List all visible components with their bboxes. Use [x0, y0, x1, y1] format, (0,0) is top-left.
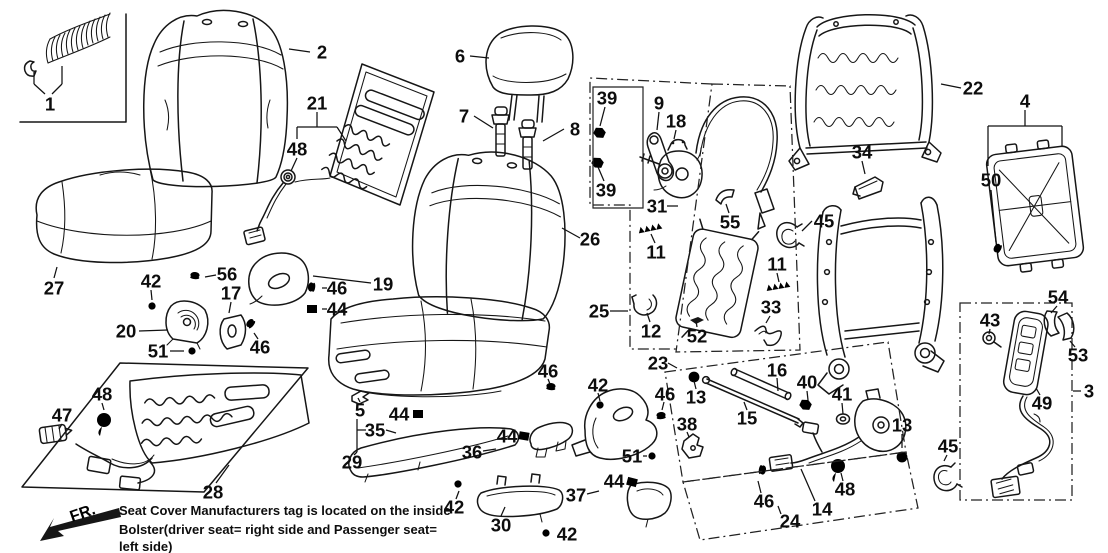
callout-44: 44: [388, 403, 410, 425]
callout-23: 23: [647, 352, 669, 374]
callout-6: 6: [454, 45, 466, 67]
callout-9: 9: [653, 92, 665, 114]
note-line-1: Seat Cover Manufacturers tag is located on the inside: [119, 503, 451, 518]
seat-cushion-center-art: [326, 297, 550, 397]
part-43-knob-art: [983, 332, 1001, 347]
leader-line: [991, 190, 996, 242]
push-bolt-icon: [545, 383, 556, 401]
part-12-hook-art: [632, 295, 656, 315]
push-bolt-icon: [245, 318, 264, 336]
spring-icon: [635, 222, 666, 234]
callout-34: 34: [851, 141, 873, 163]
leader-line: [229, 302, 231, 313]
callout-13: 13: [891, 414, 913, 436]
leader-line: [139, 330, 168, 331]
callout-27: 27: [43, 277, 65, 299]
callout-30: 30: [490, 514, 512, 536]
callout-5: 5: [354, 399, 366, 421]
leader-line: [862, 161, 865, 174]
callout-33: 33: [760, 296, 782, 318]
callout-39: 39: [595, 179, 617, 201]
group-box-3: [960, 303, 1072, 500]
part-45-hook-art: [777, 223, 804, 248]
callout-28: 28: [202, 481, 224, 503]
callout-51: 51: [147, 340, 169, 362]
leader-line: [289, 49, 310, 52]
callout-46: 46: [654, 383, 676, 405]
leader-line: [668, 363, 677, 368]
leader-line: [587, 491, 599, 494]
push-bolt-icon: [992, 243, 1011, 259]
callout-15: 15: [736, 407, 758, 429]
bolt-icon: [592, 125, 620, 146]
leader-line: [474, 116, 493, 128]
part-21-heater-pad-art: [321, 64, 434, 205]
callout-36: 36: [461, 441, 483, 463]
callout-7: 7: [458, 105, 470, 127]
part-4-back-panel-art: [985, 137, 1086, 275]
spring-icon: [763, 280, 794, 291]
callout-46: 46: [537, 360, 559, 382]
push-bolt-icon: [189, 272, 200, 290]
callout-42: 42: [556, 523, 578, 545]
screw-icon: [148, 302, 158, 323]
part-41-washer-art: [837, 414, 850, 424]
leader-line: [941, 84, 961, 88]
callout-18: 18: [665, 110, 687, 132]
callout-44: 44: [603, 470, 625, 492]
part-9-lever-art: [647, 133, 673, 181]
leader-line: [151, 290, 152, 300]
callout-14: 14: [811, 498, 833, 520]
callout-31: 31: [646, 195, 668, 217]
nut-icon: [689, 372, 700, 383]
callout-43: 43: [979, 309, 1001, 331]
leader-line: [54, 267, 57, 278]
leader-line: [801, 469, 815, 501]
part-17-bracket-art: [220, 315, 245, 349]
callout-20: 20: [115, 320, 137, 342]
leader-line: [291, 158, 297, 171]
leader-line: [600, 107, 605, 126]
detail-corner-bracket: [20, 14, 126, 122]
part-47-connector-art: [39, 423, 73, 443]
callout-44: 44: [326, 298, 348, 320]
callout-19: 19: [372, 273, 394, 295]
part-45-hook-art: [934, 463, 962, 491]
callout-11: 11: [767, 253, 787, 275]
part-20-recliner-bracket-art: [166, 301, 208, 349]
callout-46: 46: [753, 490, 775, 512]
callout-53: 53: [1067, 344, 1089, 366]
callout-54: 54: [1047, 286, 1069, 308]
callout-11: 11: [646, 241, 666, 263]
part-7-headrest-guide-art: [492, 107, 509, 156]
callout-39: 39: [596, 87, 618, 109]
leader-line: [216, 465, 229, 483]
callout-24: 24: [779, 510, 801, 532]
callout-42: 42: [587, 374, 609, 396]
callout-37: 37: [565, 484, 587, 506]
callout-1: 1: [44, 93, 56, 115]
callout-50: 50: [980, 169, 1002, 191]
leader-line: [52, 84, 62, 94]
callout-22: 22: [962, 77, 984, 99]
callout-21: 21: [306, 92, 328, 114]
part-36-rail-cover-art: [530, 423, 572, 457]
fr-label: FR.: [67, 501, 98, 526]
callout-56: 56: [216, 263, 238, 285]
callout-40: 40: [796, 371, 818, 393]
part-34-clip-art: [853, 177, 883, 199]
callout-46: 46: [249, 336, 271, 358]
callout-13: 13: [685, 386, 707, 408]
bolt-icon: [590, 155, 618, 176]
callout-42: 42: [443, 496, 465, 518]
callout-48: 48: [286, 138, 308, 160]
part-37-inner-cover-art: [627, 482, 671, 527]
leader-line: [386, 430, 396, 433]
screw-icon: [188, 347, 208, 354]
callout-46: 46: [326, 277, 348, 299]
bolt-icon: [798, 397, 826, 418]
callout-49: 49: [1031, 392, 1053, 414]
note-line-2: Bolster(driver seat= right side and Passenger seat=: [119, 522, 437, 537]
callout-44: 44: [496, 425, 518, 447]
leader-line: [543, 129, 564, 141]
callout-35: 35: [364, 419, 386, 441]
clip-nut-icon: [413, 409, 426, 420]
group-box-24: [683, 452, 918, 540]
callout-47: 47: [51, 404, 73, 426]
leader-line: [34, 84, 45, 94]
part-19-recliner-cover-art: [249, 253, 309, 305]
callout-8: 8: [569, 118, 581, 140]
callout-16: 16: [766, 359, 788, 381]
callout-52: 52: [686, 325, 708, 347]
callout-42: 42: [140, 270, 162, 292]
callout-29: 29: [341, 451, 363, 473]
part-38-bracket-art: [682, 434, 703, 458]
part-1-hog-rings-art: [25, 13, 110, 76]
callout-45: 45: [937, 435, 959, 457]
callout-12: 12: [640, 320, 662, 342]
leader-line: [842, 403, 843, 414]
callout-25: 25: [588, 300, 610, 322]
screw-icon: [648, 452, 668, 459]
callout-51: 51: [621, 445, 643, 467]
callout-2: 2: [316, 41, 328, 63]
leader-line: [802, 221, 812, 231]
grommet-icon: [97, 413, 111, 436]
callout-55: 55: [719, 211, 741, 233]
callout-48: 48: [834, 478, 856, 500]
callout-41: 41: [831, 383, 853, 405]
callout-48: 48: [91, 383, 113, 405]
callout-45: 45: [813, 210, 835, 232]
note-line-3: left side): [119, 539, 173, 553]
callout-38: 38: [676, 413, 698, 435]
leader-line: [657, 112, 659, 130]
part-27-seat-cushion-art: [36, 169, 212, 263]
push-bolt-icon: [656, 412, 667, 430]
leader-line: [205, 275, 216, 277]
callout-26: 26: [579, 228, 601, 250]
callout-4: 4: [1019, 90, 1031, 112]
part-33-hook-art: [755, 326, 781, 345]
callout-17: 17: [220, 282, 242, 304]
seat-frame-lower-art: [817, 197, 944, 394]
part-2-seat-back-cover-art: [144, 10, 288, 186]
clip-nut-icon: [307, 304, 320, 315]
part-18-clip-art: [668, 140, 687, 150]
callout-3: 3: [1083, 380, 1095, 402]
seat-side-cover-art: [572, 389, 657, 459]
